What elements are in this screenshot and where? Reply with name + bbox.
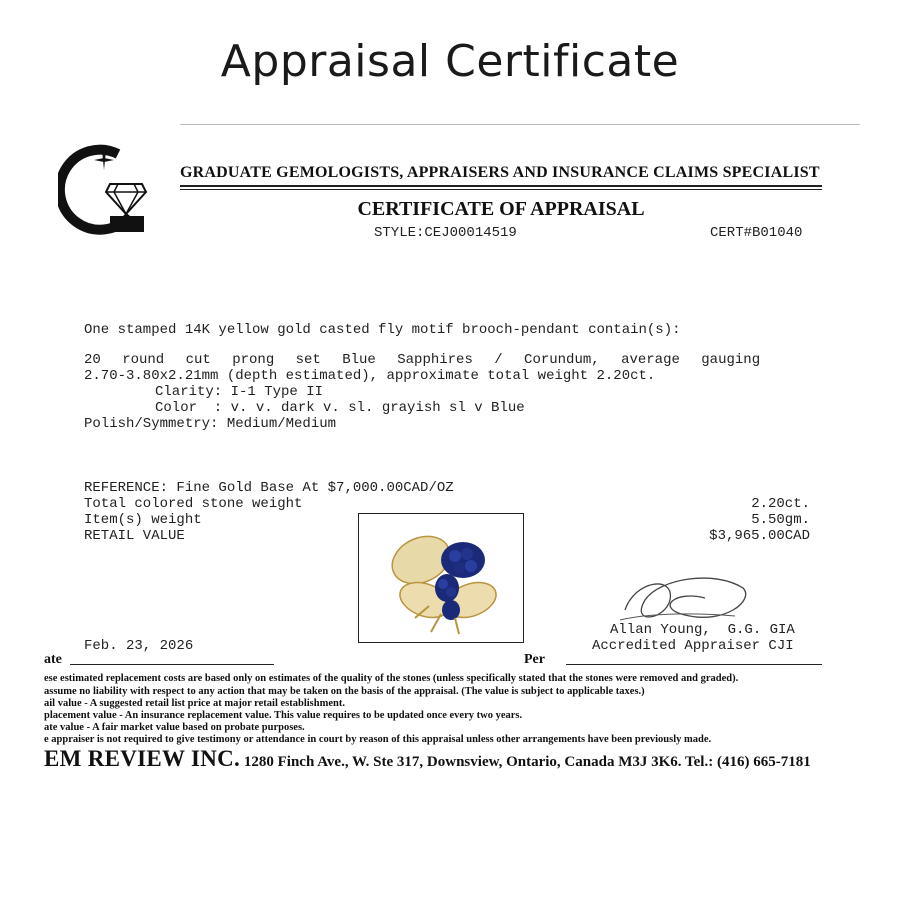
date-label: ate — [44, 652, 62, 667]
appraisal-date: Feb. 23, 2026 — [84, 638, 194, 654]
date-line — [70, 664, 274, 665]
bee-brooch-photo — [358, 513, 524, 643]
ref-label-retail-value: RETAIL VALUE — [84, 528, 185, 544]
stones-line-2: 2.70-3.80x2.21mm (depth estimated), approximate total weight 2.20ct. — [84, 368, 656, 384]
ref-value-retail-value: $3,965.00CAD — [709, 528, 810, 544]
per-line — [566, 664, 822, 665]
ref-label-stone-weight: Total colored stone weight — [84, 496, 303, 512]
item-intro: One stamped 14K yellow gold casted fly motif brooch-pendant contain(s): — [84, 322, 681, 338]
color-line: Color : v. v. dark v. sl. grayish sl v Blue — [155, 400, 525, 416]
top-divider — [180, 124, 860, 125]
style-number: STYLE:CEJ00014519 — [374, 225, 517, 241]
footer-address: 1280 Finch Ave., W. Ste 317, Downsview, Ontario, Canada M3J 3K6. Tel.: (416) 665-7181 — [240, 754, 811, 770]
disclaimer-4: placement value - An insurance replacement value. This value requires to be updated once every two years. — [44, 710, 523, 721]
polish-line: Polish/Symmetry: Medium/Medium — [84, 416, 337, 432]
header-rule-thin — [180, 189, 822, 190]
header-rule — [180, 185, 822, 187]
certificate-title: CERTIFICATE OF APPRAISAL — [357, 198, 645, 220]
appraiser-name: Allan Young, G.G. GIA — [610, 622, 795, 638]
disclaimer-1: ese estimated replacement costs are based only on estimates of the quality of the stones (unless specifically stated that the stones were removed and graded). — [44, 673, 739, 684]
ref-value-item-weight: 5.50gm. — [751, 512, 810, 528]
reference-line: REFERENCE: Fine Gold Base At $7,000.00CAD/OZ — [84, 480, 454, 496]
appraiser-title: Accredited Appraiser CJI — [592, 638, 794, 654]
page-title: Appraisal Certificate — [220, 36, 680, 87]
footer-company-name: EM REVIEW INC. — [44, 746, 241, 771]
clarity-line: Clarity: I-1 Type II — [155, 384, 324, 400]
gg-diamond-logo-icon — [58, 140, 150, 236]
per-label: Per — [524, 652, 545, 667]
disclaimer-5: ate value - A fair market value based on probate purposes. — [44, 722, 305, 733]
disclaimer-2: assume no liability with respect to any action that may be taken on the basis of the appraisal. (The value is subject to applicable taxes.) — [44, 686, 645, 697]
stones-line-1-text: 20 round cut prong set Blue Sapphires / Corundum, average gauging — [84, 352, 761, 368]
company-footer — [44, 746, 811, 772]
ref-value-stone-weight: 2.20ct. — [751, 496, 810, 512]
company-header: GRADUATE GEMOLOGISTS, APPRAISERS AND INSURANCE CLAIMS SPECIALIST — [180, 164, 820, 181]
stones-line-1 — [84, 352, 810, 368]
disclaimer-6: e appraiser is not required to give testimony or attendance in court by reason of this appraisal unless other arrangements have been previously made. — [44, 734, 712, 745]
disclaimer-3: ail value - A suggested retail list price at major retail establishment. — [44, 698, 345, 709]
certificate-number: CERT#B01040 — [710, 225, 803, 241]
ref-label-item-weight: Item(s) weight — [84, 512, 202, 528]
